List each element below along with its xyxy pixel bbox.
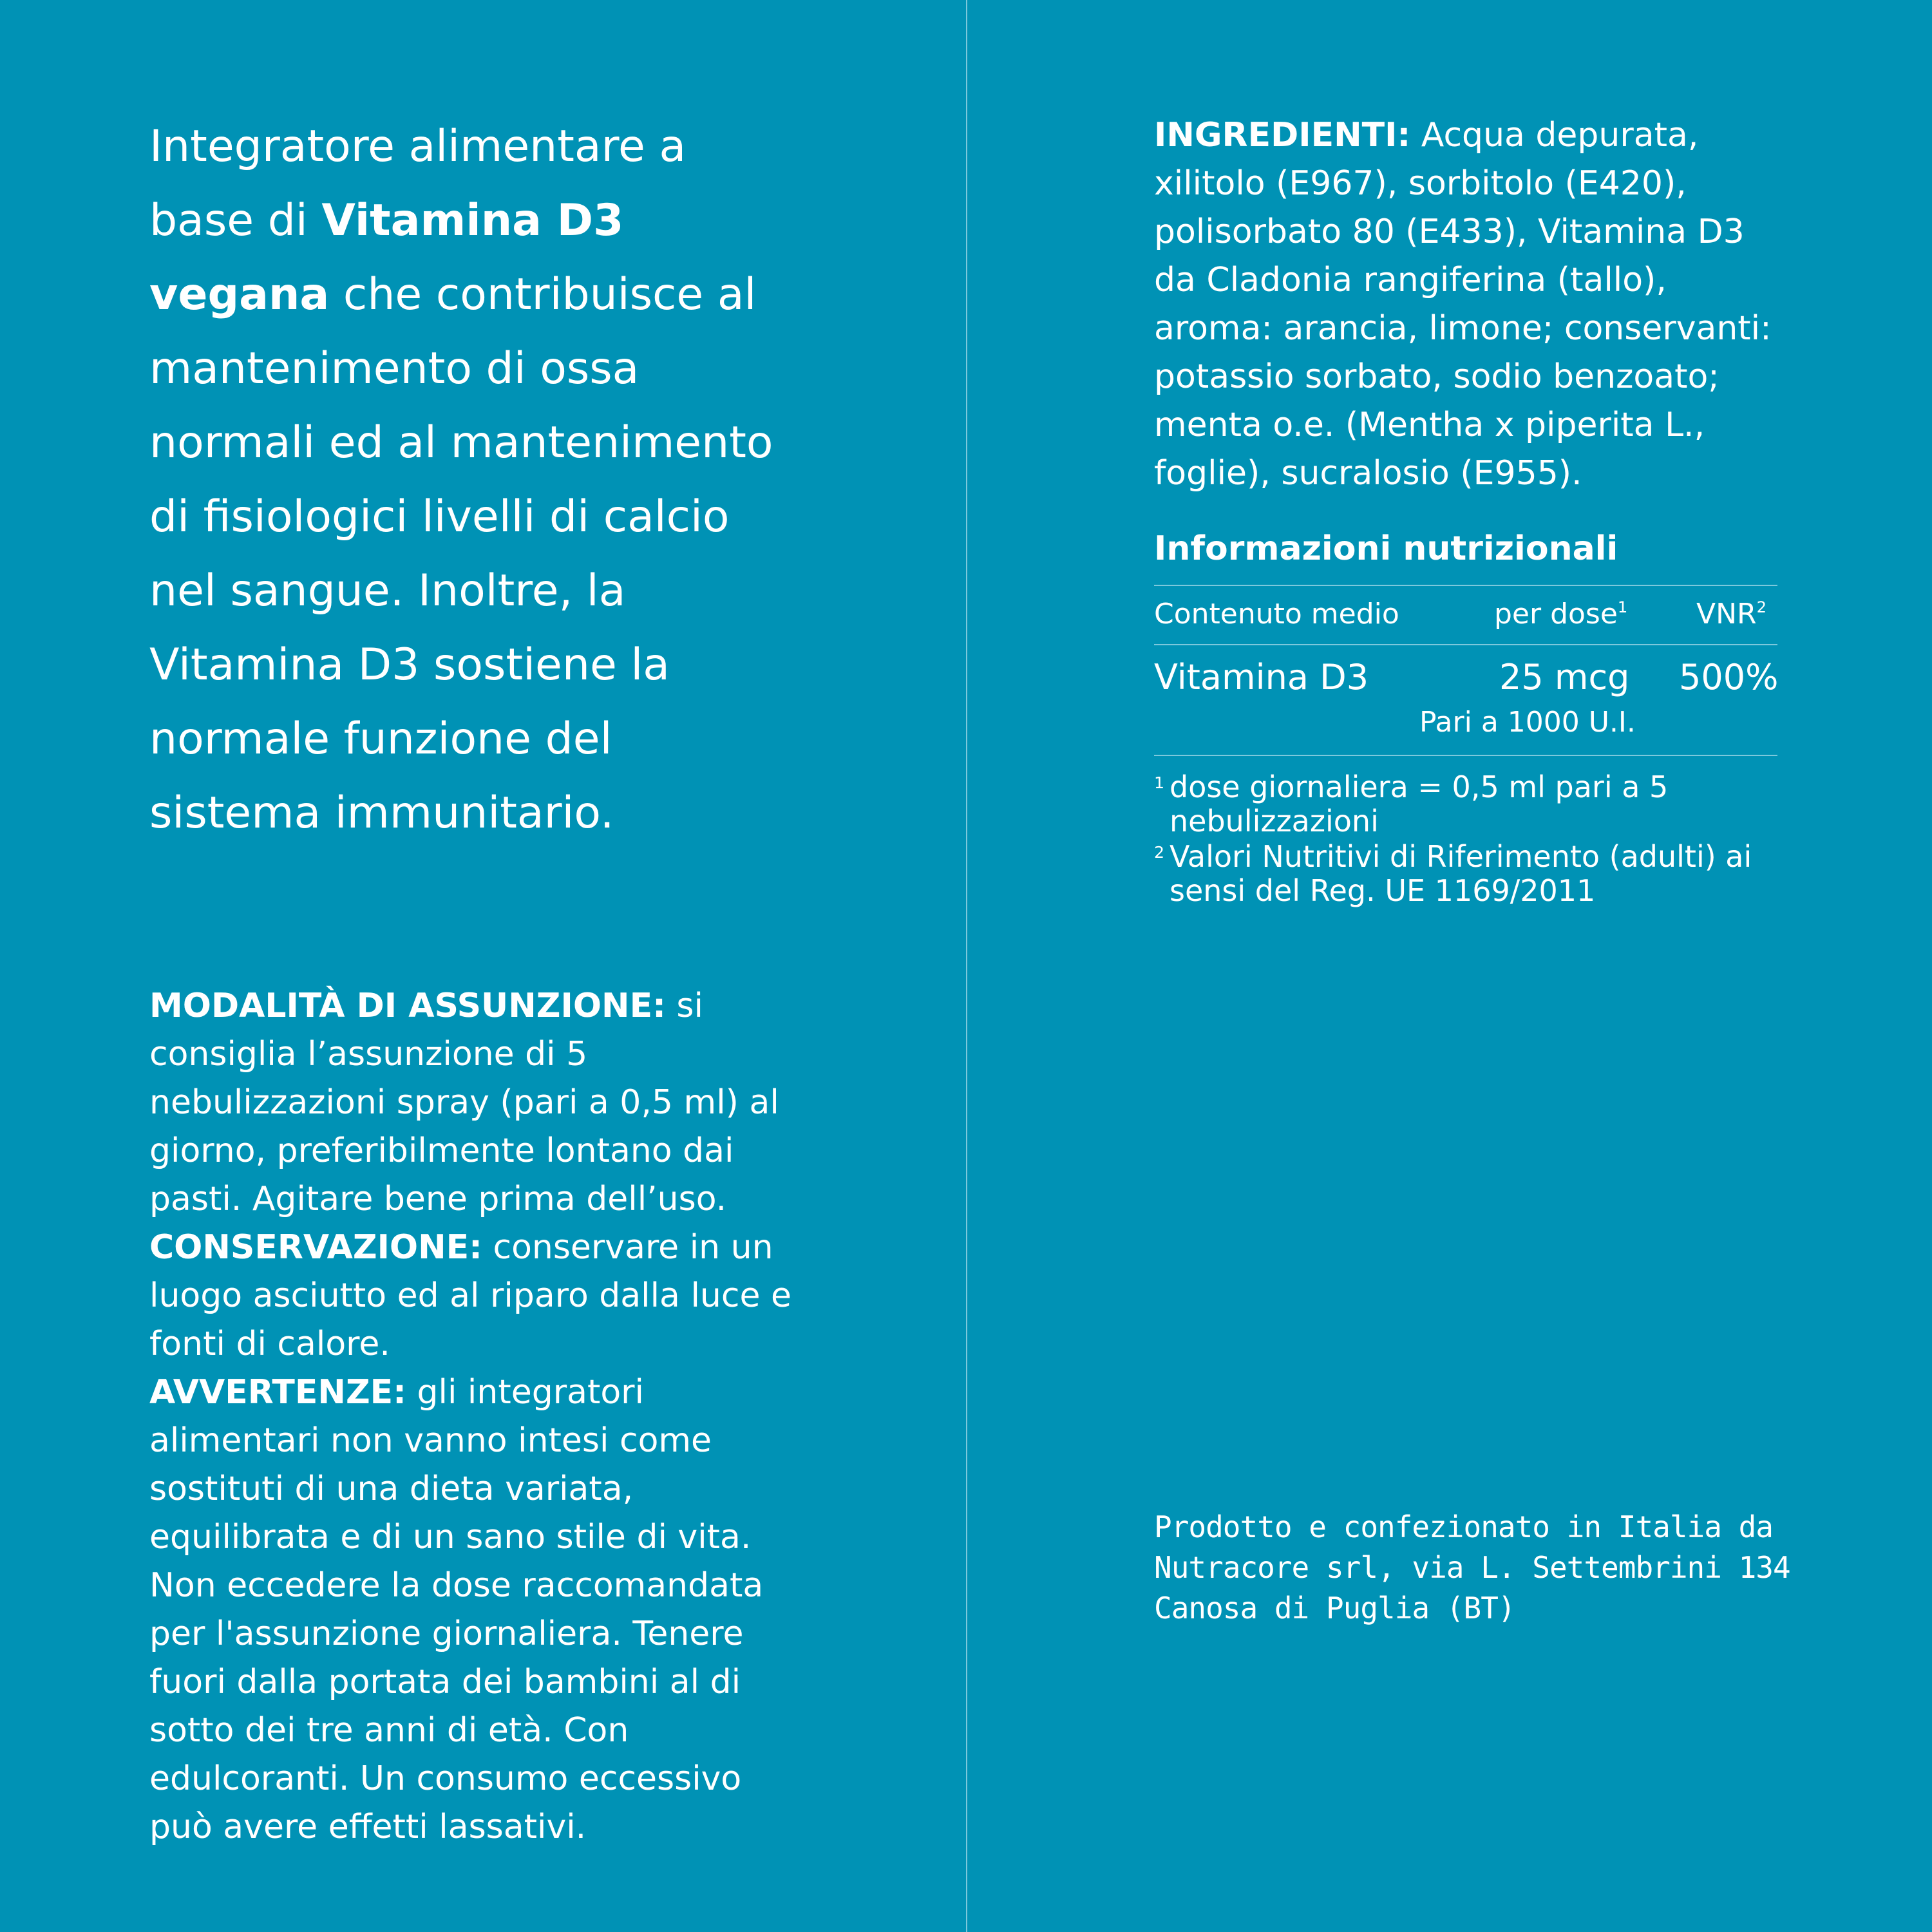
nutrient-equivalence: Pari a 1000 U.I. (1419, 706, 1636, 739)
footnote-2-text: Valori Nutritivi di Riferimento (adulti) ai sensi del Reg. UE 1169/2011 (1170, 839, 1752, 908)
storage-title: CONSERVAZIONE: (149, 1228, 482, 1267)
header-average-content: Contenuto medio (1154, 598, 1399, 630)
product-description (149, 109, 793, 850)
description-text-end: che contribuisce al mantenimento di ossa normali ed al mantenimento di fisiologici livelli di calcio nel sangue. Inoltre, la Vitamina D3 sostiene la normale funzione del sistema immunitario. (149, 269, 773, 838)
nutrition-footnotes (1154, 770, 1777, 909)
table-row-note (1154, 703, 1777, 755)
table-rule-bottom (1154, 755, 1777, 756)
usage-title: MODALITÀ DI ASSUNZIONE: (149, 987, 666, 1025)
nutrient-name: Vitamina D3 (1154, 657, 1369, 697)
panel-divider (966, 0, 967, 1932)
ingredients-section (1154, 111, 1779, 498)
producer-info (1154, 1507, 1790, 1629)
nutrient-per-dose: 25 mcg (1499, 657, 1630, 697)
storage-text: conservare in un luogo asciutto ed al riparo dalla luce e fonti di calore. (149, 1228, 791, 1363)
header-per-dose: per dose$^1$ (1494, 598, 1628, 630)
producer-line: Prodotto e confezionato in Italia da (1154, 1510, 1773, 1544)
usage-text: si consiglia l’assunzione di 5 nebulizzazioni spray (pari a 0,5 ml) al giorno, preferibilmente lontano dai pasti. Agitare bene prima dell’uso. (149, 987, 779, 1218)
usage-paragraph (149, 982, 793, 1224)
header-vnr-sup: 2 (1756, 598, 1766, 617)
table-row (1154, 645, 1777, 703)
nutrition-table (1154, 585, 1777, 756)
description-highlight: Vitamina D3 vegana (149, 195, 624, 320)
description-text-start: Integratore alimentare a base di (149, 121, 687, 246)
storage-paragraph (149, 1224, 793, 1368)
footnote-2: 2 Valori Nutritivi di Riferimento (adulti) ai sensi del Reg. UE 1169/2011 (1154, 839, 1752, 908)
warnings-title: AVVERTENZE: (149, 1373, 406, 1412)
ingredients-title: INGREDIENTI: (1154, 116, 1411, 155)
usage-instructions (149, 982, 793, 1852)
producer-line: Canosa di Puglia (BT) (1154, 1591, 1515, 1625)
nutrient-vnr: 500% (1679, 657, 1779, 697)
ingredients-text: Acqua depurata, xilitolo (E967), sorbitolo (E420), polisorbato 80 (E433), Vitamina D3 da Cladonia rangiferina (tallo), aroma: arancia, limone; conservanti: potassio sorbato, sodio benzoato; menta o.e. (Mentha x piperita L., foglie), sucralosio (E955). (1154, 116, 1772, 493)
table-header-row (1154, 586, 1777, 644)
nutrition-title: Informazioni nutrizionali (1154, 529, 1618, 568)
footnote-1: 1 dose giornaliera = 0,5 ml pari a 5 nebulizzazioni (1154, 770, 1669, 838)
footnote-1-text: dose giornaliera = 0,5 ml pari a 5 nebulizzazioni (1170, 770, 1669, 838)
warnings-text: gli integratori alimentari non vanno intesi come sostituti di una dieta variata, equilibrata e di un sano stile di vita. Non eccedere la dose raccomandata per l'assunzione giornaliera. Tenere fuori dalla portata dei bambini al di sotto dei tre anni di età. Con edulcoranti. Un consumo eccessivo può avere effetti lassativi. (149, 1373, 764, 1846)
warnings-paragraph (149, 1368, 793, 1852)
header-per-dose-sup: 1 (1617, 598, 1628, 617)
header-vnr: VNR$^2$ (1696, 598, 1766, 630)
producer-line: Nutracore srl, via L. Settembrini 134 (1154, 1550, 1790, 1585)
